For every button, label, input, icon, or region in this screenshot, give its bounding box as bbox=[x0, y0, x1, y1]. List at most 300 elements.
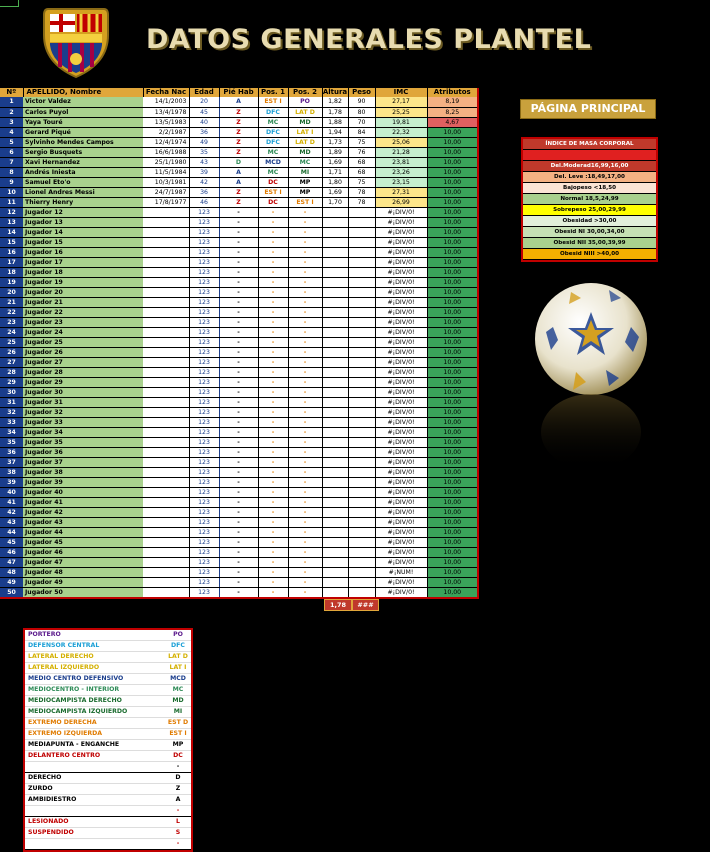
player-name[interactable]: Jugador 29 bbox=[23, 377, 143, 387]
table-row[interactable] bbox=[0, 157, 478, 167]
height[interactable] bbox=[322, 247, 348, 257]
preferred-foot[interactable]: - bbox=[219, 257, 258, 267]
height[interactable]: 1,82 bbox=[322, 97, 348, 107]
age[interactable]: 123 bbox=[189, 457, 219, 467]
column-header[interactable]: Altura bbox=[322, 88, 348, 96]
imc-value[interactable]: #¡DIV/0! bbox=[375, 227, 427, 237]
table-row[interactable] bbox=[0, 437, 478, 447]
player-number[interactable]: 5 bbox=[0, 137, 23, 147]
imc-value[interactable]: #¡DIV/0! bbox=[375, 327, 427, 337]
preferred-foot[interactable]: - bbox=[219, 517, 258, 527]
table-row[interactable] bbox=[0, 477, 478, 487]
position-2[interactable]: - bbox=[288, 227, 322, 237]
birth-date[interactable] bbox=[143, 547, 189, 557]
player-number[interactable]: 29 bbox=[0, 377, 23, 387]
weight[interactable] bbox=[348, 267, 375, 277]
table-row[interactable] bbox=[0, 397, 478, 407]
age[interactable]: 123 bbox=[189, 257, 219, 267]
age[interactable]: 123 bbox=[189, 277, 219, 287]
imc-value[interactable]: 27,31 bbox=[375, 187, 427, 197]
birth-date[interactable] bbox=[143, 457, 189, 467]
attributes-value[interactable]: 10,00 bbox=[427, 287, 478, 297]
position-2[interactable]: - bbox=[288, 487, 322, 497]
age[interactable]: 123 bbox=[189, 427, 219, 437]
weight[interactable] bbox=[348, 237, 375, 247]
weight[interactable] bbox=[348, 497, 375, 507]
position-2[interactable]: LAT I bbox=[288, 127, 322, 137]
weight[interactable] bbox=[348, 447, 375, 457]
table-row[interactable] bbox=[0, 277, 478, 287]
birth-date[interactable] bbox=[143, 327, 189, 337]
height[interactable] bbox=[322, 567, 348, 577]
attributes-value[interactable]: 10,00 bbox=[427, 327, 478, 337]
attributes-value[interactable]: 10,00 bbox=[427, 527, 478, 537]
height[interactable] bbox=[322, 277, 348, 287]
position-1[interactable]: DFC bbox=[258, 137, 288, 147]
age[interactable]: 123 bbox=[189, 477, 219, 487]
table-row[interactable] bbox=[0, 287, 478, 297]
player-name[interactable]: Jugador 27 bbox=[23, 357, 143, 367]
height[interactable] bbox=[322, 497, 348, 507]
age[interactable]: 36 bbox=[189, 187, 219, 197]
birth-date[interactable] bbox=[143, 527, 189, 537]
position-2[interactable]: - bbox=[288, 577, 322, 587]
player-name[interactable]: Jugador 16 bbox=[23, 247, 143, 257]
age[interactable]: 123 bbox=[189, 447, 219, 457]
position-2[interactable]: - bbox=[288, 547, 322, 557]
column-header[interactable]: Pos. 1 bbox=[258, 88, 288, 97]
player-number[interactable]: 18 bbox=[0, 267, 23, 277]
imc-value[interactable]: 23,81 bbox=[375, 157, 427, 167]
birth-date[interactable]: 17/8/1977 bbox=[143, 197, 189, 207]
height[interactable] bbox=[322, 427, 348, 437]
attributes-value[interactable]: 10,00 bbox=[427, 347, 478, 357]
preferred-foot[interactable]: - bbox=[219, 407, 258, 417]
position-1[interactable]: - bbox=[258, 257, 288, 267]
attributes-value[interactable]: 10,00 bbox=[427, 317, 478, 327]
imc-value[interactable]: #¡NUM! bbox=[375, 567, 427, 577]
player-name[interactable]: Yaya Touré bbox=[23, 117, 143, 127]
age[interactable]: 123 bbox=[189, 407, 219, 417]
preferred-foot[interactable]: - bbox=[219, 207, 258, 217]
birth-date[interactable] bbox=[143, 377, 189, 387]
imc-value[interactable]: #¡DIV/0! bbox=[375, 217, 427, 227]
birth-date[interactable] bbox=[143, 517, 189, 527]
player-number[interactable]: 41 bbox=[0, 497, 23, 507]
height[interactable] bbox=[322, 337, 348, 347]
player-name[interactable]: Jugador 26 bbox=[23, 347, 143, 357]
weight[interactable] bbox=[348, 417, 375, 427]
age[interactable]: 123 bbox=[189, 267, 219, 277]
age[interactable]: 123 bbox=[189, 217, 219, 227]
attributes-value[interactable]: 10,00 bbox=[427, 307, 478, 317]
position-1[interactable]: - bbox=[258, 247, 288, 257]
position-2[interactable]: - bbox=[288, 567, 322, 577]
position-2[interactable]: - bbox=[288, 427, 322, 437]
position-1[interactable]: DFC bbox=[258, 107, 288, 117]
position-2[interactable]: LAT D bbox=[288, 107, 322, 117]
table-row[interactable] bbox=[0, 217, 478, 227]
birth-date[interactable] bbox=[143, 537, 189, 547]
player-number[interactable]: 50 bbox=[0, 587, 23, 598]
height[interactable] bbox=[322, 487, 348, 497]
birth-date[interactable] bbox=[143, 217, 189, 227]
attributes-value[interactable]: 10,00 bbox=[427, 357, 478, 367]
attributes-value[interactable]: 10,00 bbox=[427, 247, 478, 257]
imc-value[interactable]: 23,26 bbox=[375, 167, 427, 177]
player-number[interactable]: 9 bbox=[0, 177, 23, 187]
birth-date[interactable] bbox=[143, 407, 189, 417]
column-header[interactable]: Peso bbox=[348, 88, 375, 97]
player-name[interactable]: Jugador 30 bbox=[23, 387, 143, 397]
imc-value[interactable]: 26,99 bbox=[375, 197, 427, 207]
age[interactable]: 123 bbox=[189, 497, 219, 507]
preferred-foot[interactable]: D bbox=[219, 157, 258, 167]
position-1[interactable]: - bbox=[258, 397, 288, 407]
birth-date[interactable] bbox=[143, 277, 189, 287]
position-1[interactable]: - bbox=[258, 217, 288, 227]
position-1[interactable]: - bbox=[258, 457, 288, 467]
preferred-foot[interactable]: - bbox=[219, 237, 258, 247]
player-name[interactable]: Samuel Eto'o bbox=[23, 177, 143, 187]
player-number[interactable]: 37 bbox=[0, 457, 23, 467]
attributes-value[interactable]: 10,00 bbox=[427, 167, 478, 177]
attributes-value[interactable]: 10,00 bbox=[427, 267, 478, 277]
imc-value[interactable]: #¡DIV/0! bbox=[375, 297, 427, 307]
imc-value[interactable]: #¡DIV/0! bbox=[375, 337, 427, 347]
height[interactable] bbox=[322, 477, 348, 487]
birth-date[interactable] bbox=[143, 577, 189, 587]
preferred-foot[interactable]: - bbox=[219, 467, 258, 477]
preferred-foot[interactable]: - bbox=[219, 247, 258, 257]
birth-date[interactable] bbox=[143, 287, 189, 297]
birth-date[interactable]: 16/6/1988 bbox=[143, 147, 189, 157]
birth-date[interactable] bbox=[143, 367, 189, 377]
attributes-value[interactable]: 10,00 bbox=[427, 427, 478, 437]
birth-date[interactable] bbox=[143, 357, 189, 367]
imc-value[interactable]: 27,17 bbox=[375, 97, 427, 107]
preferred-foot[interactable]: - bbox=[219, 227, 258, 237]
birth-date[interactable] bbox=[143, 307, 189, 317]
birth-date[interactable] bbox=[143, 417, 189, 427]
age[interactable]: 123 bbox=[189, 547, 219, 557]
preferred-foot[interactable]: - bbox=[219, 267, 258, 277]
player-number[interactable]: 25 bbox=[0, 337, 23, 347]
weight[interactable] bbox=[348, 387, 375, 397]
weight[interactable] bbox=[348, 377, 375, 387]
age[interactable]: 123 bbox=[189, 487, 219, 497]
height[interactable] bbox=[322, 437, 348, 447]
height[interactable] bbox=[322, 237, 348, 247]
preferred-foot[interactable]: - bbox=[219, 557, 258, 567]
imc-value[interactable]: 25,25 bbox=[375, 107, 427, 117]
player-name[interactable]: Jugador 50 bbox=[23, 587, 143, 598]
height[interactable] bbox=[322, 257, 348, 267]
attributes-value[interactable]: 10,00 bbox=[427, 457, 478, 467]
position-2[interactable]: - bbox=[288, 267, 322, 277]
preferred-foot[interactable]: Z bbox=[219, 117, 258, 127]
position-1[interactable]: DFC bbox=[258, 127, 288, 137]
imc-value[interactable]: #¡DIV/0! bbox=[375, 507, 427, 517]
birth-date[interactable] bbox=[143, 227, 189, 237]
position-2[interactable]: - bbox=[288, 397, 322, 407]
preferred-foot[interactable]: - bbox=[219, 377, 258, 387]
player-name[interactable]: Jugador 49 bbox=[23, 577, 143, 587]
player-number[interactable]: 26 bbox=[0, 347, 23, 357]
position-2[interactable]: MD bbox=[288, 117, 322, 127]
column-header[interactable]: Nº bbox=[0, 88, 23, 97]
age[interactable]: 123 bbox=[189, 327, 219, 337]
height[interactable] bbox=[322, 207, 348, 217]
player-number[interactable]: 43 bbox=[0, 517, 23, 527]
age[interactable]: 20 bbox=[189, 97, 219, 107]
table-row[interactable] bbox=[0, 137, 478, 147]
birth-date[interactable]: 24/7/1987 bbox=[143, 187, 189, 197]
birth-date[interactable]: 25/1/1980 bbox=[143, 157, 189, 167]
player-name[interactable]: Jugador 17 bbox=[23, 257, 143, 267]
attributes-value[interactable]: 10,00 bbox=[427, 417, 478, 427]
player-number[interactable]: 31 bbox=[0, 397, 23, 407]
imc-value[interactable]: #¡DIV/0! bbox=[375, 487, 427, 497]
player-name[interactable]: Jugador 48 bbox=[23, 567, 143, 577]
preferred-foot[interactable]: - bbox=[219, 337, 258, 347]
player-number[interactable]: 1 bbox=[0, 97, 23, 107]
position-2[interactable]: - bbox=[288, 377, 322, 387]
imc-value[interactable]: #¡DIV/0! bbox=[375, 407, 427, 417]
position-2[interactable]: LAT D bbox=[288, 137, 322, 147]
preferred-foot[interactable]: - bbox=[219, 317, 258, 327]
birth-date[interactable] bbox=[143, 567, 189, 577]
imc-value[interactable]: #¡DIV/0! bbox=[375, 387, 427, 397]
preferred-foot[interactable]: - bbox=[219, 427, 258, 437]
preferred-foot[interactable]: - bbox=[219, 297, 258, 307]
preferred-foot[interactable]: Z bbox=[219, 127, 258, 137]
height[interactable] bbox=[322, 557, 348, 567]
age[interactable]: 123 bbox=[189, 237, 219, 247]
attributes-value[interactable]: 10,00 bbox=[427, 557, 478, 567]
imc-value[interactable]: 22,32 bbox=[375, 127, 427, 137]
column-header[interactable]: IMC bbox=[375, 88, 427, 97]
preferred-foot[interactable]: Z bbox=[219, 107, 258, 117]
player-name[interactable]: Jugador 28 bbox=[23, 367, 143, 377]
attributes-value[interactable]: 10,00 bbox=[427, 377, 478, 387]
position-1[interactable]: EST I bbox=[258, 97, 288, 107]
player-name[interactable]: Jugador 13 bbox=[23, 217, 143, 227]
height[interactable] bbox=[322, 377, 348, 387]
player-name[interactable]: Sylvinho Mendes Campos bbox=[23, 137, 143, 147]
table-row[interactable] bbox=[0, 247, 478, 257]
weight[interactable] bbox=[348, 367, 375, 377]
player-name[interactable]: Jugador 12 bbox=[23, 207, 143, 217]
position-2[interactable]: - bbox=[288, 357, 322, 367]
height[interactable] bbox=[322, 227, 348, 237]
table-row[interactable] bbox=[0, 547, 478, 557]
imc-value[interactable]: #¡DIV/0! bbox=[375, 577, 427, 587]
position-1[interactable]: MC bbox=[258, 117, 288, 127]
height[interactable] bbox=[322, 467, 348, 477]
preferred-foot[interactable]: - bbox=[219, 367, 258, 377]
position-1[interactable]: - bbox=[258, 547, 288, 557]
weight[interactable] bbox=[348, 247, 375, 257]
position-2[interactable]: - bbox=[288, 257, 322, 267]
weight[interactable] bbox=[348, 527, 375, 537]
player-name[interactable]: Jugador 41 bbox=[23, 497, 143, 507]
main-page-button[interactable]: PÁGINA PRINCIPAL bbox=[520, 99, 656, 119]
attributes-value[interactable]: 10,00 bbox=[427, 407, 478, 417]
table-row[interactable] bbox=[0, 457, 478, 467]
table-row[interactable] bbox=[0, 467, 478, 477]
position-1[interactable]: - bbox=[258, 287, 288, 297]
player-name[interactable]: Jugador 22 bbox=[23, 307, 143, 317]
player-name[interactable]: Jugador 47 bbox=[23, 557, 143, 567]
age[interactable]: 123 bbox=[189, 287, 219, 297]
birth-date[interactable]: 10/3/1981 bbox=[143, 177, 189, 187]
player-name[interactable]: Lionel Andres Messi bbox=[23, 187, 143, 197]
preferred-foot[interactable]: - bbox=[219, 347, 258, 357]
table-row[interactable] bbox=[0, 487, 478, 497]
position-2[interactable]: - bbox=[288, 587, 322, 598]
weight[interactable] bbox=[348, 307, 375, 317]
imc-value[interactable]: #¡DIV/0! bbox=[375, 287, 427, 297]
player-number[interactable]: 30 bbox=[0, 387, 23, 397]
attributes-value[interactable]: 10,00 bbox=[427, 517, 478, 527]
player-name[interactable]: Jugador 34 bbox=[23, 427, 143, 437]
player-number[interactable]: 48 bbox=[0, 567, 23, 577]
position-2[interactable]: MP bbox=[288, 187, 322, 197]
player-name[interactable]: Jugador 15 bbox=[23, 237, 143, 247]
position-2[interactable]: - bbox=[288, 437, 322, 447]
position-1[interactable]: - bbox=[258, 277, 288, 287]
weight[interactable] bbox=[348, 587, 375, 598]
player-number[interactable]: 12 bbox=[0, 207, 23, 217]
player-number[interactable]: 27 bbox=[0, 357, 23, 367]
age[interactable]: 123 bbox=[189, 557, 219, 567]
preferred-foot[interactable]: - bbox=[219, 577, 258, 587]
imc-value[interactable]: #¡DIV/0! bbox=[375, 517, 427, 527]
birth-date[interactable] bbox=[143, 487, 189, 497]
imc-value[interactable]: #¡DIV/0! bbox=[375, 357, 427, 367]
imc-value[interactable]: #¡DIV/0! bbox=[375, 537, 427, 547]
column-header[interactable]: Pos. 2 bbox=[288, 88, 322, 97]
preferred-foot[interactable]: - bbox=[219, 437, 258, 447]
table-row[interactable] bbox=[0, 447, 478, 457]
table-row[interactable] bbox=[0, 357, 478, 367]
birth-date[interactable]: 11/5/1984 bbox=[143, 167, 189, 177]
position-2[interactable]: - bbox=[288, 407, 322, 417]
table-row[interactable] bbox=[0, 577, 478, 587]
height[interactable] bbox=[322, 577, 348, 587]
position-1[interactable]: - bbox=[258, 347, 288, 357]
weight[interactable] bbox=[348, 507, 375, 517]
player-name[interactable]: Jugador 36 bbox=[23, 447, 143, 457]
attributes-value[interactable]: 10,00 bbox=[427, 147, 478, 157]
age[interactable]: 123 bbox=[189, 207, 219, 217]
player-name[interactable]: Jugador 32 bbox=[23, 407, 143, 417]
table-row[interactable] bbox=[0, 407, 478, 417]
preferred-foot[interactable]: A bbox=[219, 167, 258, 177]
attributes-value[interactable]: 10,00 bbox=[427, 207, 478, 217]
attributes-value[interactable]: 10,00 bbox=[427, 577, 478, 587]
player-number[interactable]: 42 bbox=[0, 507, 23, 517]
player-name[interactable]: Jugador 18 bbox=[23, 267, 143, 277]
player-number[interactable]: 36 bbox=[0, 447, 23, 457]
attributes-value[interactable]: 10,00 bbox=[427, 437, 478, 447]
player-name[interactable]: Jugador 25 bbox=[23, 337, 143, 347]
birth-date[interactable] bbox=[143, 447, 189, 457]
height[interactable]: 1,69 bbox=[322, 187, 348, 197]
age[interactable]: 45 bbox=[189, 107, 219, 117]
table-row[interactable] bbox=[0, 517, 478, 527]
position-1[interactable]: - bbox=[258, 387, 288, 397]
height[interactable]: 1,73 bbox=[322, 137, 348, 147]
player-number[interactable]: 34 bbox=[0, 427, 23, 437]
table-row[interactable] bbox=[0, 117, 478, 127]
age[interactable]: 123 bbox=[189, 587, 219, 598]
attributes-value[interactable]: 10,00 bbox=[427, 537, 478, 547]
age[interactable]: 123 bbox=[189, 367, 219, 377]
attributes-value[interactable]: 10,00 bbox=[427, 137, 478, 147]
position-1[interactable]: - bbox=[258, 517, 288, 527]
imc-value[interactable]: #¡DIV/0! bbox=[375, 257, 427, 267]
player-number[interactable]: 40 bbox=[0, 487, 23, 497]
player-number[interactable]: 23 bbox=[0, 317, 23, 327]
player-number[interactable]: 3 bbox=[0, 117, 23, 127]
birth-date[interactable]: 12/4/1974 bbox=[143, 137, 189, 147]
age[interactable]: 123 bbox=[189, 537, 219, 547]
height[interactable]: 1,88 bbox=[322, 117, 348, 127]
position-1[interactable]: EST I bbox=[258, 187, 288, 197]
position-2[interactable]: - bbox=[288, 317, 322, 327]
player-name[interactable]: Carlos Puyol bbox=[23, 107, 143, 117]
player-number[interactable]: 47 bbox=[0, 557, 23, 567]
imc-value[interactable]: #¡DIV/0! bbox=[375, 587, 427, 598]
table-row[interactable] bbox=[0, 347, 478, 357]
table-row[interactable] bbox=[0, 387, 478, 397]
table-row[interactable] bbox=[0, 147, 478, 157]
height[interactable] bbox=[322, 297, 348, 307]
position-2[interactable]: - bbox=[288, 327, 322, 337]
player-name[interactable]: Jugador 45 bbox=[23, 537, 143, 547]
player-number[interactable]: 49 bbox=[0, 577, 23, 587]
attributes-value[interactable]: 10,00 bbox=[427, 297, 478, 307]
weight[interactable] bbox=[348, 477, 375, 487]
player-name[interactable]: Andrés Iniesta bbox=[23, 167, 143, 177]
height[interactable] bbox=[322, 347, 348, 357]
height[interactable] bbox=[322, 357, 348, 367]
imc-value[interactable]: #¡DIV/0! bbox=[375, 447, 427, 457]
position-1[interactable]: - bbox=[258, 427, 288, 437]
position-1[interactable]: - bbox=[258, 587, 288, 598]
position-1[interactable]: - bbox=[258, 487, 288, 497]
preferred-foot[interactable]: - bbox=[219, 217, 258, 227]
preferred-foot[interactable]: Z bbox=[219, 137, 258, 147]
weight[interactable] bbox=[348, 567, 375, 577]
attributes-value[interactable]: 10,00 bbox=[427, 127, 478, 137]
position-2[interactable]: - bbox=[288, 337, 322, 347]
player-name[interactable]: Jugador 38 bbox=[23, 467, 143, 477]
imc-value[interactable]: #¡DIV/0! bbox=[375, 457, 427, 467]
position-1[interactable]: - bbox=[258, 497, 288, 507]
player-number[interactable]: 32 bbox=[0, 407, 23, 417]
height[interactable] bbox=[322, 387, 348, 397]
height[interactable] bbox=[322, 517, 348, 527]
table-row[interactable] bbox=[0, 367, 478, 377]
weight[interactable] bbox=[348, 347, 375, 357]
age[interactable]: 123 bbox=[189, 437, 219, 447]
position-2[interactable]: MP bbox=[288, 177, 322, 187]
position-2[interactable]: - bbox=[288, 367, 322, 377]
attributes-value[interactable]: 10,00 bbox=[427, 467, 478, 477]
